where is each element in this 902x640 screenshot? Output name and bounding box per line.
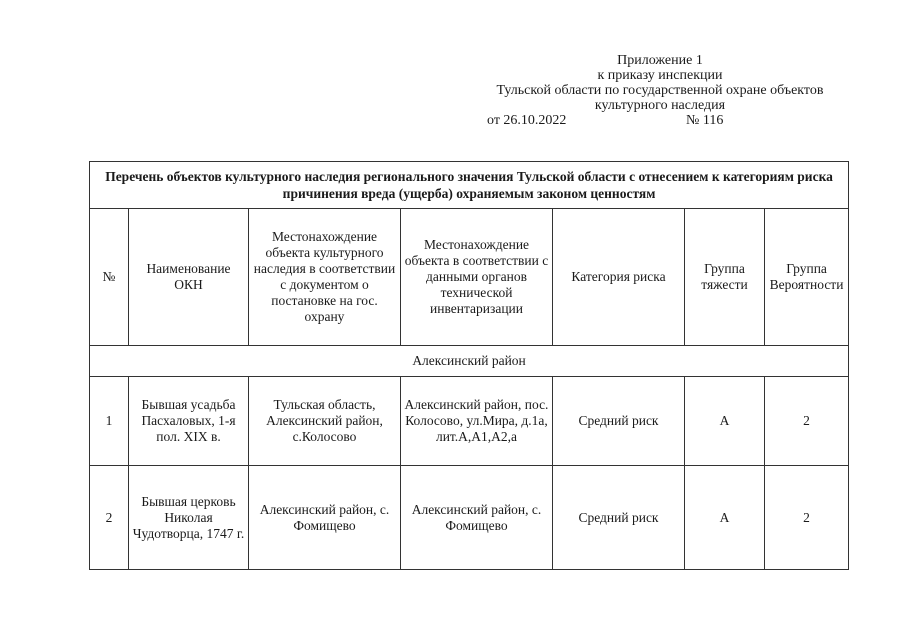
cell-risk: Средний риск [553, 377, 685, 466]
cell-location-doc: Тульская область, Алексинский район, с.Колосово [249, 377, 401, 466]
table-row [90, 466, 849, 570]
order-date: от 26.10.2022 [487, 113, 567, 128]
cell-number: 2 [90, 466, 129, 570]
order-number: № 116 [686, 113, 724, 128]
col-header-severity: Группа тяжести [685, 209, 765, 346]
cell-name: Бывшая церковь Николая Чудотворца, 1747 г. [129, 466, 249, 570]
col-header-risk: Категория риска [553, 209, 685, 346]
cell-probability: 2 [765, 466, 849, 570]
col-header-location-inv: Местонахождение объекта в соответствии с данными органов технической инвентаризации [401, 209, 553, 346]
col-header-location-doc: Местонахождение объекта культурного наследия в соответствии с документом о постановке на гос. охрану [249, 209, 401, 346]
appendix-line-1: Приложение 1 [617, 53, 703, 68]
col-header-number: № [90, 209, 129, 346]
appendix-line-4: культурного наследия [594, 98, 726, 113]
cell-name: Бывшая усадьба Пасхаловых, 1-я пол. XIX в. [129, 377, 249, 466]
cell-location-inv: Алексинский район, с. Фомищево [401, 466, 553, 570]
appendix-line-3: Тульской области по государственной охране объектов [496, 83, 824, 98]
appendix-line-2: к приказу инспекции [597, 68, 723, 83]
district-label: Алексинский район [90, 346, 849, 377]
table-header-row [90, 209, 849, 346]
district-row [90, 346, 849, 377]
col-header-probability: Группа Вероятности [765, 209, 849, 346]
table-row [90, 377, 849, 466]
appendix-header [470, 53, 850, 113]
heritage-table [89, 161, 849, 570]
col-header-name: Наименование ОКН [129, 209, 249, 346]
cell-number: 1 [90, 377, 129, 466]
cell-probability: 2 [765, 377, 849, 466]
cell-location-inv: Алексинский район, пос. Колосово, ул.Мира, д.1а, лит.А,А1,А2,а [401, 377, 553, 466]
cell-severity: А [685, 377, 765, 466]
cell-location-doc: Алексинский район, с. Фомищево [249, 466, 401, 570]
cell-risk: Средний риск [553, 466, 685, 570]
table-title: Перечень объектов культурного наследия регионального значения Тульской области с отнесением к категориям риска причинения вреда (ущерба) охраняемым законом ценностям [90, 162, 849, 209]
cell-severity: А [685, 466, 765, 570]
